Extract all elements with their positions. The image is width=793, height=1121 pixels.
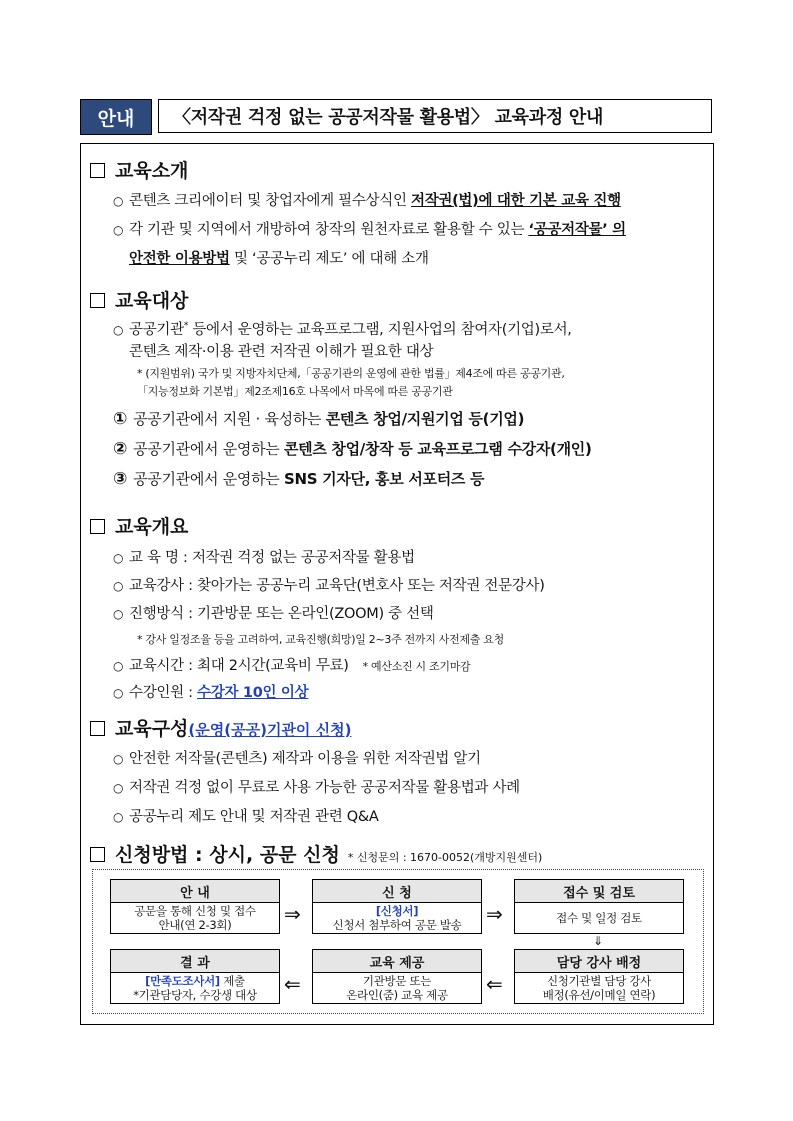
arrow-right-icon: ⇒ [284,902,301,926]
intro-line-3: 안전한 이용방법 및 ‘공공누리 제도’ 에 대해 소개 [129,251,429,267]
content-frame [80,143,714,1025]
checkbox-square-icon [90,293,105,308]
composition-item-2: ○ 저작권 걱정 없이 무료로 사용 가능한 공공저작물 활용법과 사례 [113,780,520,796]
section-intro-heading: 교육소개 [90,156,188,183]
intro-line-2: ○ 각 기관 및 지역에서 개방하여 창작의 원천자료로 활용할 수 있는 ‘공공저작물’ 의 [113,222,626,238]
arrow-left-icon: ⇐ [486,972,503,996]
intro-line-1: ○ 콘텐츠 크리에이터 및 창업자에게 필수상식인 저작권(법)에 대한 기본 교육 진행 [113,193,621,209]
section-composition-heading: 교육구성(운영(공공)기관이 신청) [90,714,351,741]
bullet-icon: ○ [113,810,124,824]
flow-step-review: 접수 및 검토 접수 및 일정 검토 [514,879,684,934]
composition-item-1: ○ 안전한 저작물(콘텐츠) 제작과 이용을 위한 저작권법 알기 [113,751,481,767]
flow-step-result: 결 과 [만족도조사서] 제출 *기관담당자, 수강생 대상 [110,949,280,1004]
target-note-2: 「지능정보화 기본법」제2조제16호 나목에서 마목에 따른 공공기관 [137,385,453,398]
bullet-icon: ○ [113,579,124,593]
section-overview-heading: 교육개요 [90,512,188,539]
checkbox-square-icon [90,519,105,534]
bullet-icon: ○ [113,686,124,700]
overview-method: ○ 진행방식 : 기관방문 또는 온라인(ZOOM) 중 선택 [113,606,434,622]
page-title: 〈저작권 걱정 없는 공공저작물 활용법〉 교육과정 안내 [158,99,712,133]
target-note-1: * (지원범위) 국가 및 지방자치단체,「공공기관의 운영에 관한 법률」제4조에 따른 공공기관, [137,367,565,380]
bullet-icon: ○ [113,323,124,337]
section-apply-heading: 신청방법 : 상시, 공문 신청 * 신청문의 : 1670-0052(개방지원센터) [90,840,542,867]
overview-method-note: * 강사 일정조율 등을 고려하여, 교육진행(희망)일 2~3주 전까지 사전제출 요청 [137,633,504,646]
flow-step-assign: 담당 강사 배정 신청기관별 담당 강사 배정(유선/이메일 연락) [514,949,684,1004]
target-item-1: ① 공공기관에서 지원 · 육성하는 콘텐츠 창업/지원기업 등(기업) [113,409,525,429]
overview-count: ○ 수강인원 : 수강자 10인 이상 [113,685,309,701]
header-badge: 안내 [80,99,152,135]
bullet-icon: ○ [113,752,124,766]
overview-name: ○ 교 육 명 : 저작권 걱정 없는 공공저작물 활용법 [113,550,415,566]
checkbox-square-icon [90,847,105,862]
flow-step-apply: 신 청 [신청서] 신청서 첨부하여 공문 발송 [312,879,482,934]
bullet-icon: ○ [113,194,124,208]
flow-step-delivery: 교육 제공 기관방문 또는 온라인(줌) 교육 제공 [312,949,482,1004]
arrow-down-icon: ⇓ [593,934,604,948]
composition-item-3: ○ 공공누리 제도 안내 및 저작권 관련 Q&A [113,809,379,825]
target-item-3: ③ 공공기관에서 운영하는 SNS 기자단, 홍보 서포터즈 등 [113,469,485,489]
bullet-icon: ○ [113,223,124,237]
target-line-2: 콘텐츠 제작·이용 관련 저작권 이해가 필요한 대상 [129,344,434,360]
bullet-icon: ○ [113,607,124,621]
arrow-left-icon: ⇐ [284,972,301,996]
target-item-2: ② 공공기관에서 운영하는 콘텐츠 창업/창작 등 교육프로그램 수강자(개인) [113,439,592,459]
target-line-1: ○ 공공기관* 등에서 운영하는 교육프로그램, 지원사업의 참여자(기업)로서, [113,321,572,338]
checkbox-square-icon [90,721,105,736]
section-target-heading: 교육대상 [90,286,188,313]
bullet-icon: ○ [113,781,124,795]
bullet-icon: ○ [113,551,124,565]
overview-lecturer: ○ 교육강사 : 찾아가는 공공누리 교육단(변호사 또는 저작권 전문강사) [113,578,545,594]
overview-time: ○ 교육시간 : 최대 2시간(교육비 무료) * 예산소진 시 조기마감 [113,658,471,674]
bullet-icon: ○ [113,659,124,673]
flow-step-guide: 안 내 공문을 통해 신청 및 접수 안내(연 2-3회) [110,879,280,934]
arrow-right-icon: ⇒ [486,902,503,926]
checkbox-square-icon [90,163,105,178]
application-flow [92,869,704,1014]
